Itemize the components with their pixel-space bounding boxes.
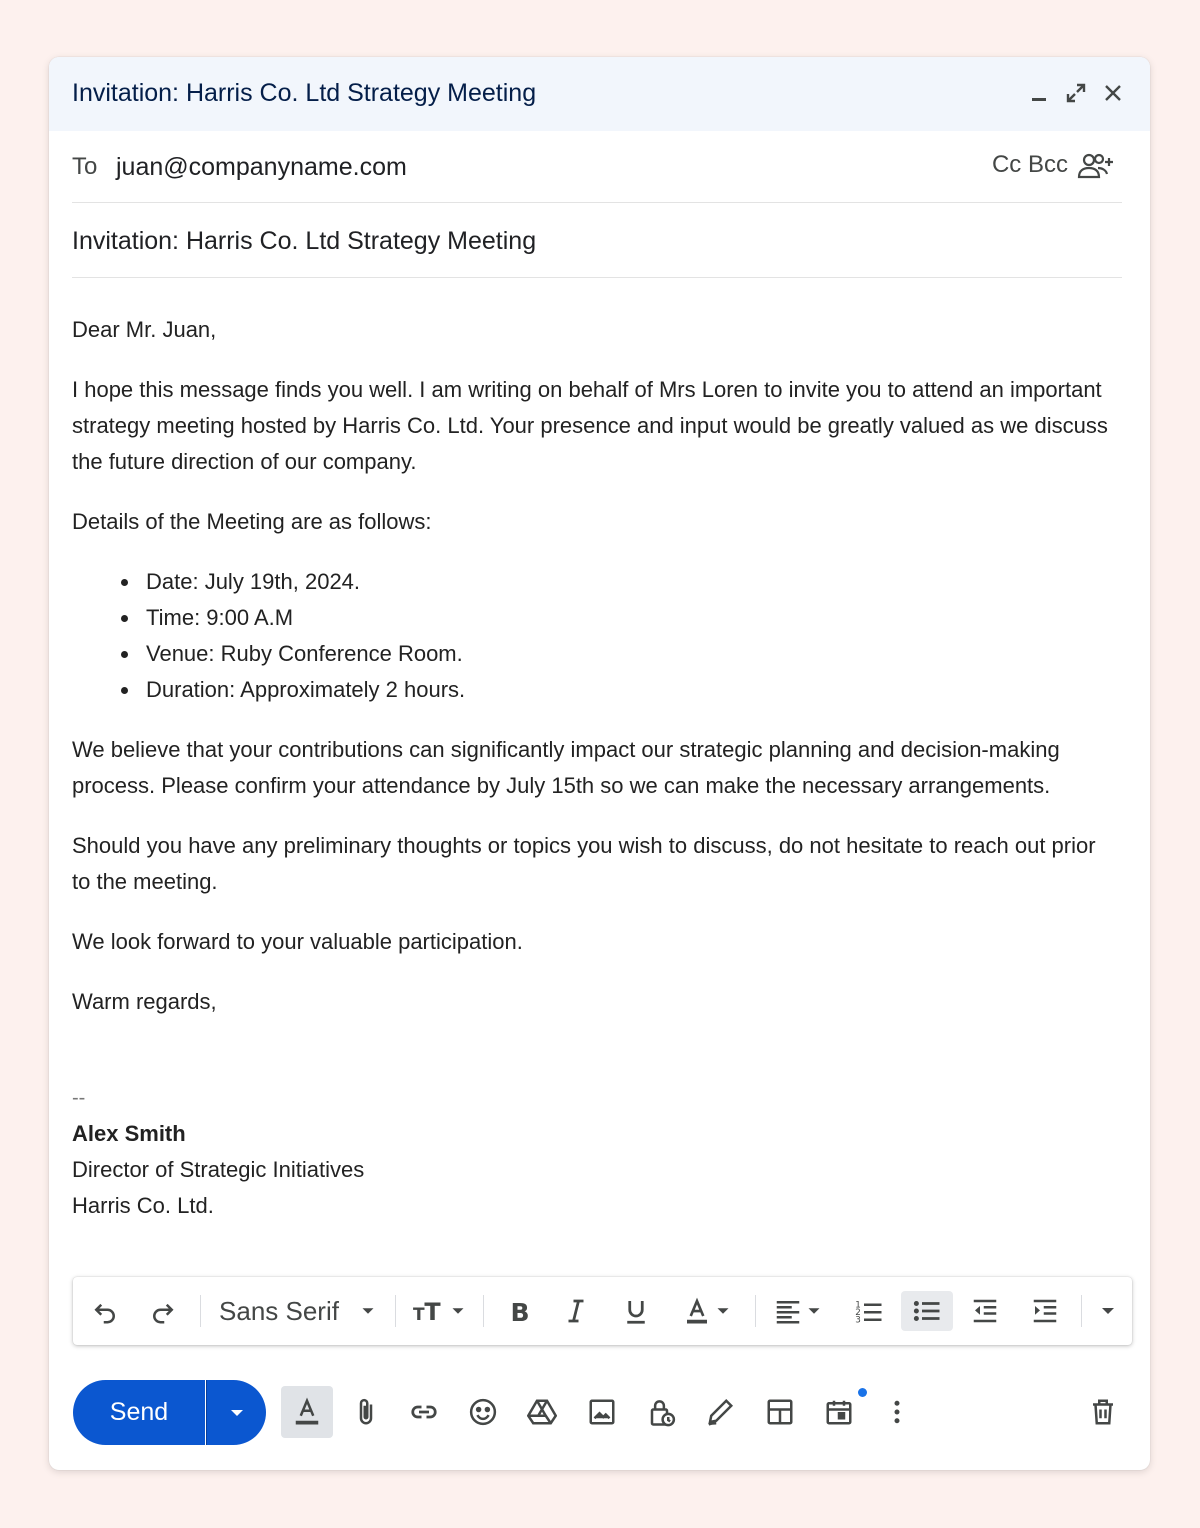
chevron-down-icon — [712, 1300, 734, 1322]
attach-file-icon[interactable] — [343, 1389, 389, 1435]
formatting-options-icon[interactable] — [281, 1386, 333, 1438]
chevron-down-icon — [225, 1401, 249, 1425]
signature-name: Alex Smith — [72, 1121, 186, 1146]
body-paragraph: Should you have any preliminary thoughts or topics you wish to discuss, do not hesitate to reach out prior to the meeting. — [72, 833, 1096, 894]
to-field-row[interactable] — [72, 131, 1122, 203]
text-color-button[interactable] — [675, 1291, 741, 1331]
indent-more-icon[interactable] — [1023, 1291, 1067, 1331]
font-family-select[interactable] — [211, 1291, 387, 1331]
align-button[interactable] — [767, 1291, 831, 1331]
signature-company: Harris Co. Ltd. — [72, 1193, 214, 1218]
more-formatting-icon[interactable] — [1091, 1291, 1125, 1331]
italic-icon[interactable] — [555, 1291, 597, 1331]
font-family-value: Sans Serif — [219, 1295, 339, 1326]
expand-icon[interactable] — [1062, 79, 1090, 107]
indent-less-icon[interactable] — [963, 1291, 1007, 1331]
bcc-link[interactable]: Bcc — [1027, 151, 1068, 178]
insert-photo-icon[interactable] — [579, 1389, 625, 1435]
subject-value[interactable]: Invitation: Harris Co. Ltd Strategy Meeting — [72, 227, 537, 255]
cc-bcc-links — [992, 151, 1068, 179]
schedule-event-icon[interactable] — [816, 1389, 862, 1435]
compose-window — [49, 57, 1150, 1470]
subject-field[interactable] — [72, 203, 1122, 278]
compose-titlebar[interactable] — [49, 57, 1150, 131]
formatting-toolbar — [73, 1277, 1132, 1345]
discard-draft-icon[interactable] — [1080, 1389, 1126, 1435]
chevron-down-icon — [357, 1300, 379, 1322]
svg-text:T: T — [424, 1298, 441, 1326]
chevron-down-icon — [447, 1300, 469, 1322]
redo-icon[interactable] — [143, 1291, 183, 1331]
compose-title: Invitation: Harris Co. Ltd Strategy Meeting — [72, 79, 537, 107]
signature-divider: -- — [72, 1087, 86, 1109]
svg-text:2: 2 — [855, 1307, 861, 1318]
bulleted-list-icon[interactable] — [901, 1291, 953, 1331]
list-item: Date: July 19th, 2024. — [123, 564, 1112, 600]
google-drive-icon[interactable] — [519, 1389, 565, 1435]
to-label: To — [72, 153, 98, 180]
body-paragraph: I hope this message finds you well. I am writing on behalf of Mrs Loren to invite you to attend an important strategy meeting hosted by Harris Co. Ltd. Your presence and input would be greatly valued as we discuss the future direction of our company. — [72, 377, 1108, 474]
send-button[interactable]: Send — [73, 1380, 205, 1445]
layouts-icon[interactable] — [757, 1389, 803, 1435]
cc-link[interactable]: Cc — [991, 151, 1022, 178]
minimize-icon[interactable] — [1025, 79, 1053, 107]
underline-icon[interactable] — [615, 1291, 657, 1331]
body-paragraph: We believe that your contributions can significantly impact our strategic planning and decision-making process. Please confirm your attendance by July 15th so we can make the necessary arrangements. — [72, 737, 1060, 798]
text-size-icon — [413, 1296, 447, 1326]
insert-link-icon[interactable] — [401, 1389, 447, 1435]
send-options-button[interactable] — [206, 1380, 266, 1445]
close-icon[interactable] — [1099, 79, 1127, 107]
signature-icon[interactable] — [697, 1389, 743, 1435]
confidential-mode-icon[interactable] — [639, 1389, 685, 1435]
body-greeting: Dear Mr. Juan, — [72, 317, 217, 342]
svg-text:1: 1 — [855, 1300, 861, 1311]
more-options-icon[interactable] — [874, 1389, 920, 1435]
chevron-down-icon — [803, 1300, 825, 1322]
body-closing: Warm regards, — [72, 989, 217, 1014]
message-body[interactable] — [72, 312, 1112, 1224]
align-left-icon — [773, 1296, 803, 1326]
undo-icon[interactable] — [85, 1291, 125, 1331]
body-paragraph: We look forward to your valuable participation. — [72, 929, 523, 954]
bold-icon[interactable] — [497, 1291, 539, 1331]
to-recipient[interactable]: juan@companyname.com — [116, 153, 407, 181]
numbered-list-icon[interactable] — [847, 1291, 891, 1331]
svg-text:T: T — [413, 1305, 425, 1326]
signature-title: Director of Strategic Initiatives — [72, 1157, 365, 1182]
new-feature-dot — [858, 1388, 867, 1397]
list-item: Time: 9:00 A.M — [123, 600, 1112, 636]
font-size-button[interactable] — [406, 1291, 476, 1331]
svg-text:B: B — [510, 1298, 530, 1326]
meeting-details-list — [72, 564, 1112, 708]
insert-emoji-icon[interactable] — [460, 1389, 506, 1435]
list-item: Duration: Approximately 2 hours. — [123, 672, 1112, 708]
list-item: Venue: Ruby Conference Room. — [123, 636, 1112, 672]
add-recipients-icon[interactable] — [1076, 149, 1116, 183]
svg-text:3: 3 — [855, 1315, 861, 1326]
body-paragraph: Details of the Meeting are as follows: — [72, 509, 432, 534]
text-color-icon — [682, 1296, 712, 1326]
